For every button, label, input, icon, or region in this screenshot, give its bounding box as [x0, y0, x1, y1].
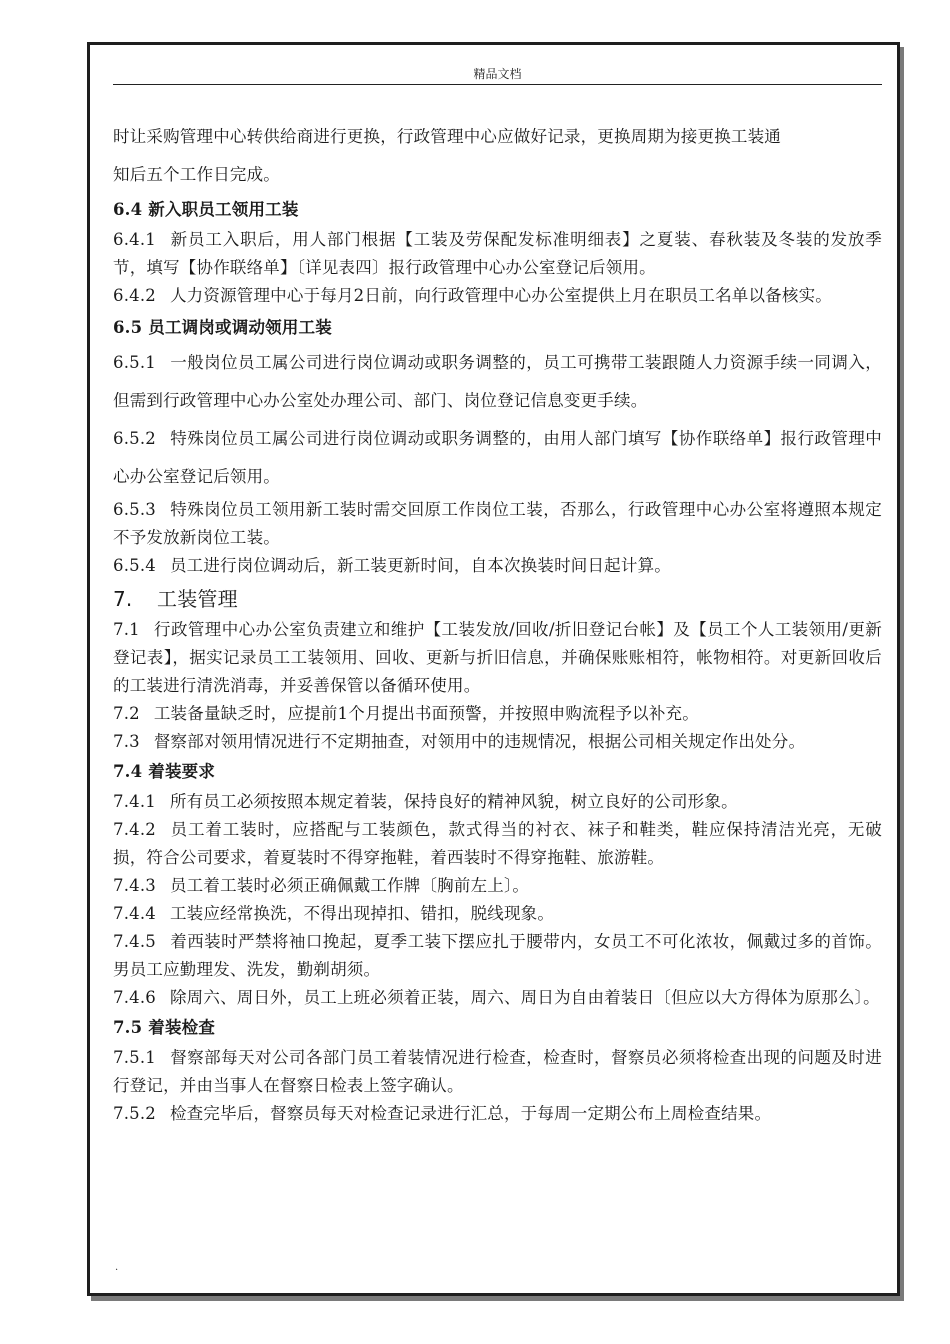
- list-item: 7.5.1 督察部每天对公司各部门员工着装情况进行检查，检查时，督察员必须将检查出现的问题及时进行登记，并由当事人在督察日检表上签字确认。: [113, 1048, 882, 1095]
- section-7-4-heading: 7.4 着装要求: [113, 762, 216, 781]
- list-item: 7.4.5 着西装时严禁将袖口挽起，夏季工装下摆应扎于腰带内，女员工不可化浓妆，佩戴过多的首饰。男员工应勤理发、洗发，勤剃胡须。: [113, 932, 882, 979]
- section-7-heading: 7. 工装管理: [113, 587, 238, 611]
- intro-line-2: 知后五个工作日完成。: [113, 165, 280, 184]
- paragraph-6-5-2: 6.5.2 特殊岗位员工属公司进行岗位调动或职务调整的，由用人部门填写【协作联络单】报行政管理中心办公室登记后领用。: [113, 429, 882, 486]
- paragraph-7-3: 7.3 督察部对领用情况进行不定期抽查，对领用中的违规情况，根据公司相关规定作出处分。: [113, 732, 806, 751]
- page-header: [113, 64, 882, 85]
- section-6-5-heading: 6.5 员工调岗或调动领用工装: [113, 318, 332, 337]
- paragraph-7-2: 7.2 工装备量缺乏时，应提前1个月提出书面预警，并按照申购流程予以补充。: [113, 704, 699, 723]
- header-title: 精品文档: [473, 67, 522, 81]
- list-item: 7.4.4 工装应经常换洗，不得出现掉扣、错扣，脱线现象。: [113, 904, 555, 923]
- section-7-5-heading: 7.5 着装检查: [113, 1018, 216, 1037]
- list-item: 7.4.6 除周六、周日外，员工上班必须着正装，周六、周日为自由着装日〔但应以大方得体为原那么〕。: [113, 988, 880, 1007]
- paragraph-6-4-1: 6.4.1 新员工入职后，用人部门根据【工装及劳保配发标准明细表】之夏装、春秋装及冬装的发放季节，填写【协作联络单】〔详见表四〕报行政管理中心办公室登记后领用。: [113, 230, 882, 277]
- paragraph-6-5-1: 6.5.1 一般岗位员工属公司进行岗位调动或职务调整的，员工可携带工装跟随人力资源手续一同调入，但需到行政管理中心办公室处办理公司、部门、岗位登记信息变更手续。: [113, 353, 882, 410]
- list-item: 7.5.2 检查完毕后，督察员每天对检查记录进行汇总，于每周一定期公布上周检查结果。: [113, 1104, 772, 1123]
- document-body: [113, 118, 882, 1128]
- paragraph-7-1: 7.1 行政管理中心办公室负责建立和维护【工装发放/回收/折旧登记台帐】及【员工个人工装领用/更新登记表】，据实记录员工工装领用、回收、更新与折旧信息，并确保账账相符，帐物相符。对更新回收后的工装进行清洗消毒，并妥善保管以备循环使用。: [113, 620, 882, 695]
- footer-mark: .: [115, 1262, 119, 1273]
- paragraph-6-4-2: 6.4.2 人力资源管理中心于每月2日前，向行政管理中心办公室提供上月在职员工名单以备核实。: [113, 286, 832, 305]
- intro-line-1: 时让采购管理中心转供给商进行更换，行政管理中心应做好记录，更换周期为接更换工装通: [113, 127, 781, 146]
- list-item: 7.4.2 员工着工装时，应搭配与工装颜色，款式得当的衬衣、袜子和鞋类，鞋应保持清洁光亮，无破损，符合公司要求，着夏装时不得穿拖鞋，着西装时不得穿拖鞋、旅游鞋。: [113, 820, 882, 867]
- list-item: 7.4.3 员工着工装时必须正确佩戴工作牌〔胸前左上〕。: [113, 876, 530, 895]
- paragraph-6-5-4: 6.5.4 员工进行岗位调动后，新工装更新时间，自本次换装时间日起计算。: [113, 556, 671, 575]
- list-item: 7.4.1 所有员工必须按照本规定着装，保持良好的精神风貌，树立良好的公司形象。: [113, 792, 738, 811]
- paragraph-6-5-3: 6.5.3 特殊岗位员工领用新工装时需交回原工作岗位工装，否那么，行政管理中心办公室将遵照本规定不予发放新岗位工装。: [113, 500, 882, 547]
- section-6-4-heading: 6.4 新入职员工领用工装: [113, 200, 299, 219]
